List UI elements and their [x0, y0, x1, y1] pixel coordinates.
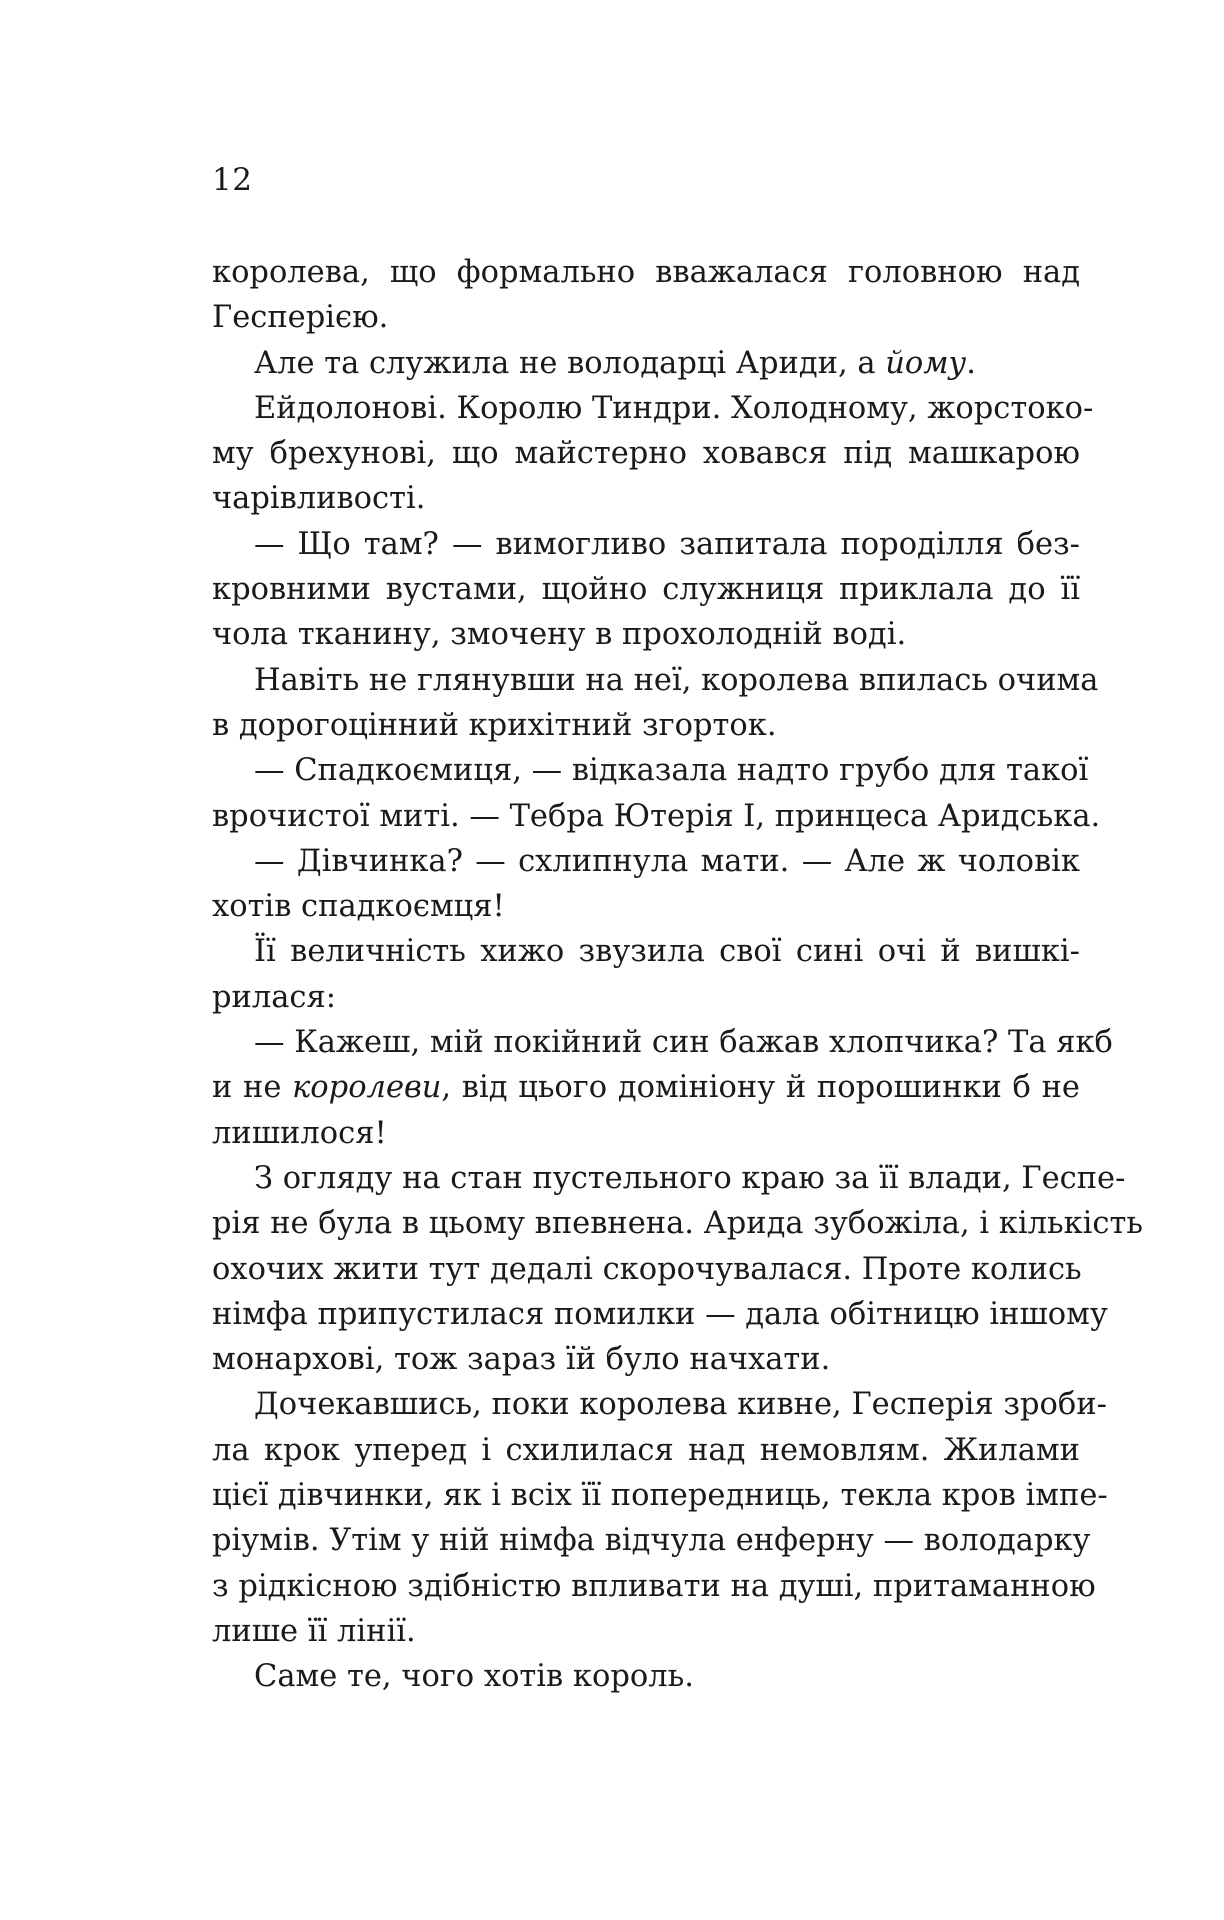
text-segment: королева, що формально вважалася головною над [212, 255, 1080, 290]
text-segment: німфа припустилася помилки — дала обітницю іншому [212, 1296, 1108, 1332]
text-line [212, 748, 1089, 793]
text-segment: Але та служила не володарці Ариди, а [254, 345, 886, 381]
text-segment: ріумів. Утім у ній німфа відчула енферну — володарку [212, 1523, 1091, 1559]
text-segment: врочистої миті. — Тебра Ютерія I, принцеса Аридська. [212, 798, 1101, 834]
text-line [212, 1065, 1080, 1110]
text-segment: лише її лінії. [212, 1613, 416, 1649]
text-line [212, 341, 1080, 386]
text-line [212, 1564, 1096, 1609]
text-line [212, 1518, 1091, 1563]
body-text [212, 250, 1143, 1700]
text-segment: рилася: [212, 979, 337, 1015]
text-segment: Її величність хижо звузила свої сині очі й вишкі- [254, 934, 1080, 970]
text-segment: лишилося! [212, 1115, 387, 1151]
text-line [212, 839, 1080, 884]
text-segment: кровними вустами, щойно служниця приклала до її [212, 572, 1080, 608]
text-line [212, 250, 1080, 295]
italic-text: королеви [292, 1070, 442, 1106]
text-line [212, 1609, 1080, 1654]
text-line [212, 1337, 1080, 1382]
text-line [212, 476, 1080, 521]
text-line [212, 658, 1099, 703]
text-segment: Саме те, чого хотів король. [254, 1659, 694, 1695]
text-segment: — Що там? — вимогливо запитала породілля без- [254, 526, 1080, 562]
text-segment: в дорогоцінний крихітний згорток. [212, 707, 777, 743]
text-segment: рія не була в цьому впевнена. Арида зубожіла, і кількість [212, 1206, 1143, 1242]
text-line [212, 794, 1101, 839]
text-segment: чарівливості. [212, 481, 426, 517]
text-line [212, 522, 1080, 567]
text-line [212, 703, 1080, 748]
text-segment: Ейдолонові. Королю Тиндри. Холодному, жорстоко- [254, 390, 1094, 426]
text-line [212, 295, 1080, 340]
italic-text: йому [885, 345, 967, 381]
text-line [212, 1201, 1143, 1246]
text-segment: З огляду на стан пустельного краю за її влади, Геспе- [254, 1160, 1126, 1196]
text-line [212, 1382, 1107, 1427]
text-segment: — Кажеш, мій покійний син бажав хлопчика? Та якб [254, 1025, 1113, 1061]
text-segment: — Спадкоємиця, — відказала надто грубо для такої [254, 753, 1089, 789]
text-line [212, 1292, 1108, 1337]
text-segment: , від цього домініону й порошинки б не [441, 1070, 1080, 1106]
text-segment: цієї дівчинки, як і всіх її попередниць, текла кров імпе- [212, 1478, 1108, 1514]
text-line [212, 975, 1080, 1020]
text-segment: хотів спадкоємця! [212, 889, 505, 925]
text-line [212, 1247, 1080, 1292]
text-line [212, 1428, 1080, 1473]
page-number: 12 [212, 162, 253, 198]
text-line [212, 1156, 1126, 1201]
text-line [212, 929, 1080, 974]
text-line [212, 431, 1080, 476]
text-segment: . [966, 345, 976, 381]
text-line [212, 1654, 1080, 1699]
text-line [212, 612, 1080, 657]
text-segment: Дочекавшись, поки королева кивне, Гесперія зроби- [254, 1387, 1107, 1423]
text-line [212, 1111, 1080, 1156]
text-segment: и не [212, 1070, 293, 1106]
text-line [212, 1473, 1108, 1518]
text-line [212, 567, 1080, 612]
text-segment: Навіть не глянувши на неї, королева впилась очима [254, 662, 1099, 698]
text-segment: монархові, тож зараз їй було начхати. [212, 1342, 831, 1378]
text-line [212, 386, 1094, 431]
text-segment: Гесперією. [212, 300, 389, 336]
text-segment: — Дівчинка? — схлипнула мати. — Але ж чоловік [254, 843, 1080, 879]
text-line [212, 884, 1080, 929]
text-segment: охочих жити тут дедалі скорочувалася. Проте колись [212, 1251, 1082, 1287]
text-segment: му брехунові, що майстерно ховався під машкарою [212, 436, 1080, 472]
text-segment: ла крок уперед і схилилася над немовлям. Жилами [212, 1432, 1080, 1468]
text-line [212, 1020, 1113, 1065]
text-segment: з рідкісною здібністю впливати на душі, притаманною [212, 1568, 1096, 1604]
text-segment: чола тканину, змочену в прохолодній воді. [212, 617, 907, 653]
